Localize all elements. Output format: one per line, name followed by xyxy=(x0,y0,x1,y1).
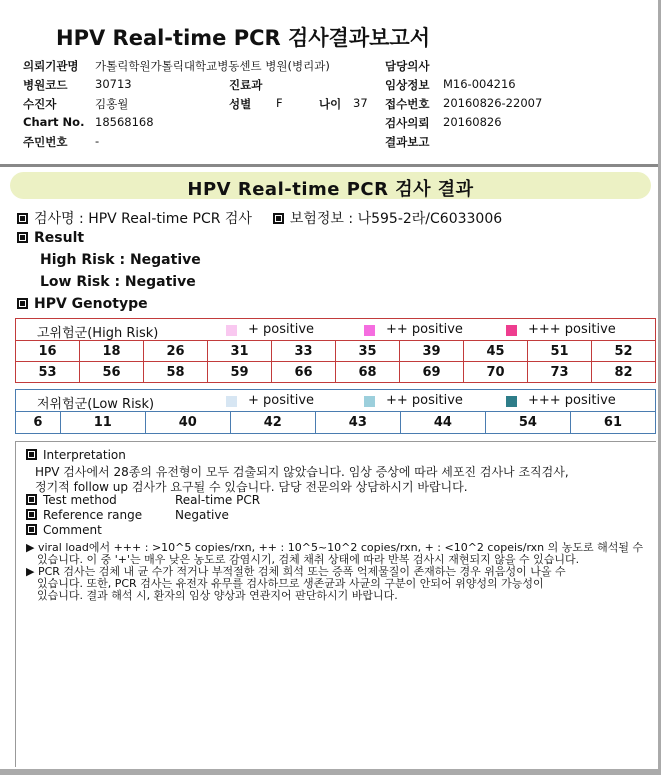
genotype-cell: 82 xyxy=(592,362,656,383)
genotype-cell: 45 xyxy=(464,341,528,362)
request-date-label: 검사의뢰 xyxy=(385,116,430,130)
genotype-cell: 51 xyxy=(528,341,592,362)
comment-2c: 있습니다. 결과 해석 시, 환자의 임상 양상과 연관지어 판단하시기 바랍니다. xyxy=(37,589,398,602)
result-heading: Result xyxy=(34,230,85,246)
examinee-label: 수진자 xyxy=(23,97,57,111)
test-method-line xyxy=(26,493,117,507)
hospital-code-label: 병원코드 xyxy=(23,78,68,92)
genotype-cell: 68 xyxy=(336,362,400,383)
genotype-cell: 61 xyxy=(570,412,655,434)
legend-plus-plus-plus-label: +++ positive xyxy=(528,321,616,337)
header-divider xyxy=(0,164,661,167)
swatch-plus-plus xyxy=(364,325,375,336)
test-name-line xyxy=(17,208,502,228)
swatch-plus-plus-plus xyxy=(506,396,517,407)
bullet-square-icon xyxy=(17,232,28,243)
genotype-cell: 40 xyxy=(145,412,230,434)
high-risk-result: High Risk : Negative xyxy=(40,252,201,268)
genotype-cell: 66 xyxy=(272,362,336,383)
test-method-value: Real-time PCR xyxy=(175,493,261,507)
bullet-square-icon xyxy=(26,494,37,505)
high-risk-row-2 xyxy=(16,362,656,383)
interpretation-text-2: 정기적 follow up 검사가 요구될 수 있습니다. 담당 전문의와 상담하시기 바랍니다. xyxy=(35,480,468,494)
sex-value: F xyxy=(276,96,283,110)
low-risk-result: Low Risk : Negative xyxy=(40,274,196,290)
genotype-cell: 53 xyxy=(16,362,80,383)
genotype-cell: 56 xyxy=(80,362,144,383)
resident-no-label: 주민번호 xyxy=(23,135,68,149)
request-date-value: 20160826 xyxy=(443,115,502,129)
examinee-value: 김홍월 xyxy=(95,97,129,111)
legend-plus-label: + positive xyxy=(248,321,315,337)
genotype-cell: 58 xyxy=(144,362,208,383)
bullet-square-icon xyxy=(17,213,28,224)
comment-1b: 있습니다. 이 중 '+'는 매우 낮은 농도로 감염시기, 검체 채취 상태에 따라 반복 검사시 재현되지 않을 수 있습니다. xyxy=(37,553,580,566)
bullet-square-icon xyxy=(273,213,284,224)
age-value: 37 xyxy=(353,96,368,110)
comment-heading-line xyxy=(26,523,102,537)
high-risk-header-cell xyxy=(16,319,656,341)
interpretation-heading-line xyxy=(26,448,126,462)
comment-2a: ▶ PCR 검사는 검체 내 균 수가 적거나 부적절한 검체 희석 또는 증폭 억제물질이 존재하는 경우 위음성이 나올 수 xyxy=(26,565,566,578)
insurance-info: 보험정보 : 나595-2라/C6033006 xyxy=(289,211,503,227)
legend-plus-label: + positive xyxy=(248,392,315,408)
reference-line xyxy=(26,508,142,522)
test-method-label: Test method xyxy=(43,493,117,507)
genotype-heading: HPV Genotype xyxy=(34,296,148,312)
low-risk-row xyxy=(16,412,656,434)
receipt-no-label: 접수번호 xyxy=(385,97,430,111)
genotype-cell: 31 xyxy=(208,341,272,362)
bullet-square-icon xyxy=(17,298,28,309)
genotype-cell: 43 xyxy=(315,412,400,434)
genotype-cell: 54 xyxy=(485,412,570,434)
genotype-cell: 16 xyxy=(16,341,80,362)
report-label: 결과보고 xyxy=(385,135,430,149)
genotype-cell: 42 xyxy=(230,412,315,434)
swatch-plus-plus xyxy=(364,396,375,407)
age-label: 나이 xyxy=(319,97,342,111)
swatch-plus xyxy=(226,396,237,407)
reference-value: Negative xyxy=(175,508,229,522)
bullet-square-icon xyxy=(26,524,37,535)
resident-no-value: - xyxy=(95,134,100,148)
department-label: 진료과 xyxy=(229,78,263,92)
test-name: 검사명 : HPV Real-time PCR 검사 xyxy=(34,211,252,227)
genotype-cell: 70 xyxy=(464,362,528,383)
bullet-square-icon xyxy=(26,449,37,460)
doctor-label: 담당의사 xyxy=(385,59,430,73)
comment-2b: 있습니다. 또한, PCR 검사는 유전자 유무를 검사하므로 생존균과 사균의 구분이 안되어 위양성의 가능성이 xyxy=(37,577,544,590)
genotype-cell: 33 xyxy=(272,341,336,362)
genotype-cell: 39 xyxy=(400,341,464,362)
result-heading-line xyxy=(17,230,84,246)
legend-plus-plus-plus-label: +++ positive xyxy=(528,392,616,408)
genotype-cell: 35 xyxy=(336,341,400,362)
chart-no-label: Chart No. xyxy=(23,115,85,129)
interpretation-heading: Interpretation xyxy=(43,448,126,462)
chart-no-value: 18568168 xyxy=(95,115,154,129)
genotype-cell: 52 xyxy=(592,341,656,362)
genotype-cell: 6 xyxy=(16,412,61,434)
reference-label: Reference range xyxy=(43,508,143,522)
patient-info xyxy=(23,58,653,153)
low-risk-genotype-table xyxy=(15,389,656,434)
high-risk-genotype-table xyxy=(15,318,656,383)
genotype-cell: 11 xyxy=(60,412,145,434)
sex-label: 성별 xyxy=(229,97,252,111)
swatch-plus-plus-plus xyxy=(506,325,517,336)
low-risk-header: 저위험군(Low Risk) xyxy=(37,396,155,412)
genotype-cell: 73 xyxy=(528,362,592,383)
report-title: HPV Real-time PCR 검사결과보고서 xyxy=(56,26,430,50)
institution-label: 의뢰기관명 xyxy=(23,59,79,73)
genotype-cell: 69 xyxy=(400,362,464,383)
genotype-cell: 26 xyxy=(144,341,208,362)
page-bottom-border xyxy=(0,769,661,775)
legend-plus-plus-label: ++ positive xyxy=(386,392,463,408)
genotype-cell: 59 xyxy=(208,362,272,383)
genotype-cell: 18 xyxy=(80,341,144,362)
comment-1a: ▶ viral load에서 +++ : >10^5 copies/rxn, ++ : 10^5~10^2 copies/rxn, + : <10^2 copeis/rxn 의 농도로 해석될 수 xyxy=(26,541,644,554)
high-risk-header: 고위험군(High Risk) xyxy=(37,325,159,341)
clinical-info-value: M16-004216 xyxy=(443,77,516,91)
institution-value: 가톨릭학원가톨릭대학교병동센트 병원(병리과) xyxy=(95,59,330,73)
high-risk-row-1 xyxy=(16,341,656,362)
receipt-no-value: 20160826-22007 xyxy=(443,96,543,110)
interpretation-text-1: HPV 검사에서 28종의 유전형이 모두 검출되지 않았습니다. 임상 증상에 따라 세포진 검사나 조직검사, xyxy=(35,465,569,479)
interpretation-box xyxy=(15,441,656,767)
legend-plus-plus-label: ++ positive xyxy=(386,321,463,337)
low-risk-header-cell xyxy=(16,390,656,412)
clinical-info-label: 임상정보 xyxy=(385,78,430,92)
comment-heading: Comment xyxy=(43,523,102,537)
hospital-code-value: 30713 xyxy=(95,77,132,91)
bullet-square-icon xyxy=(26,509,37,520)
genotype-cell: 44 xyxy=(400,412,485,434)
banner-title: HPV Real-time PCR 검사 결과 xyxy=(187,179,474,200)
swatch-plus xyxy=(226,325,237,336)
genotype-heading-line xyxy=(17,296,148,312)
result-banner xyxy=(10,172,651,199)
